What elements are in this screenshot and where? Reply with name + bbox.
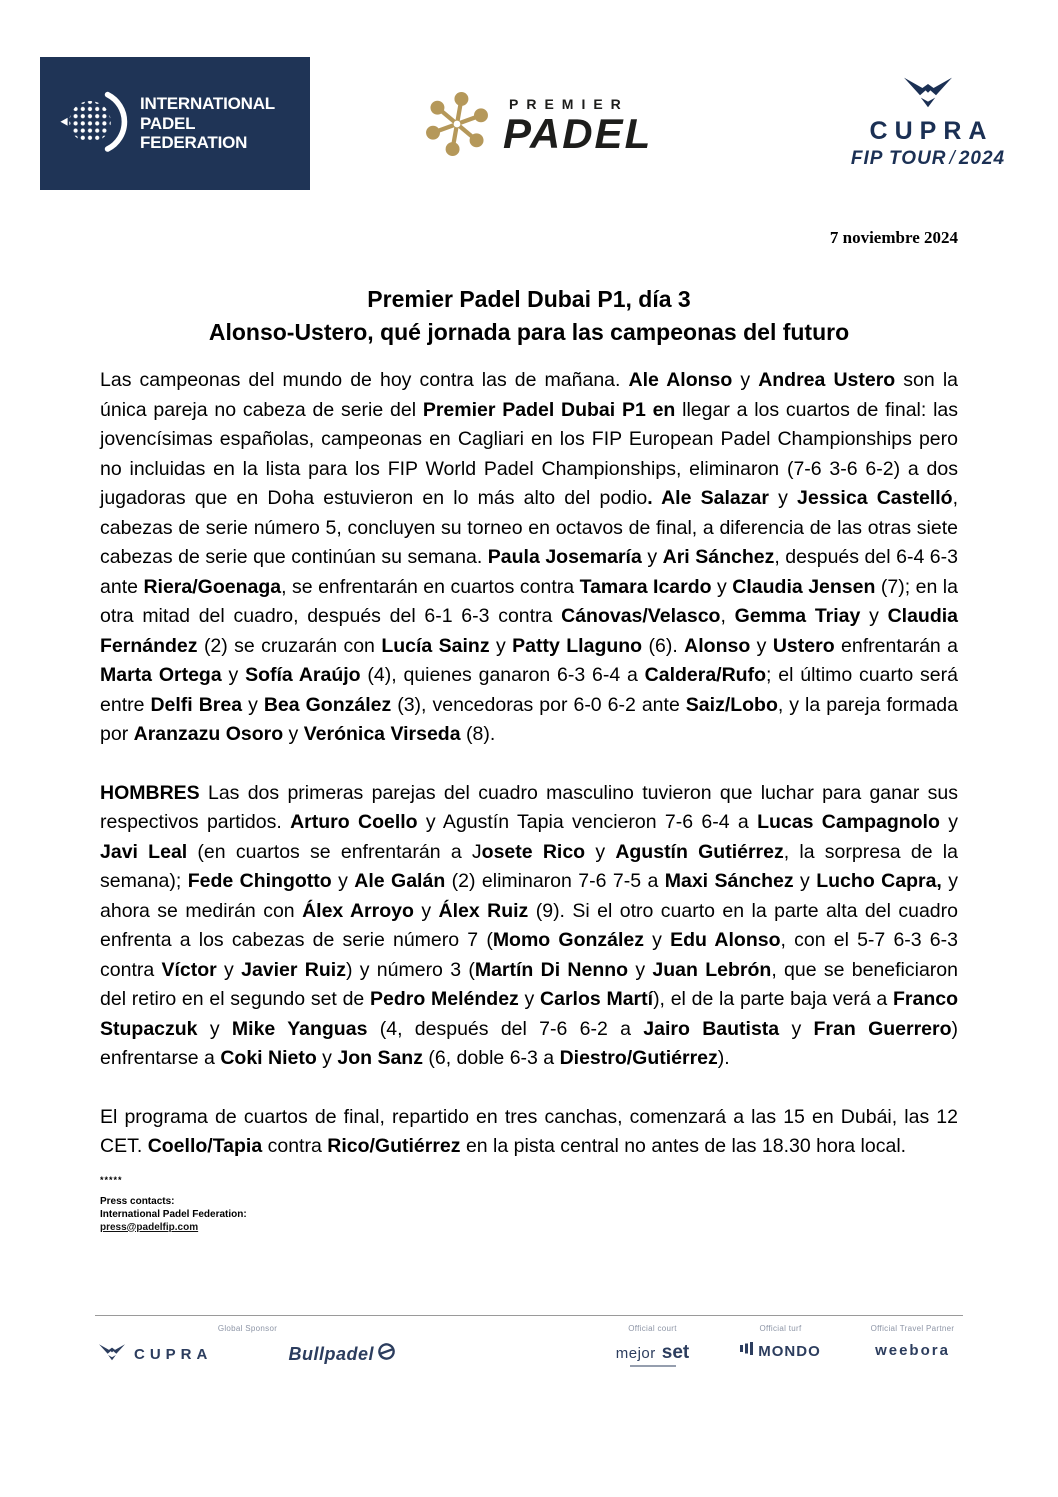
premier-wordmark-top: PREMIER xyxy=(509,95,629,112)
padel-wordmark-bottom: PADEL xyxy=(503,109,653,157)
ipf-logo xyxy=(40,57,310,190)
mejorset-wordmark-mejor: mejor xyxy=(615,1344,656,1362)
footer-bullpadel-wordmark: Bullpadel xyxy=(288,1343,374,1364)
official-court-label: Official court xyxy=(628,1324,677,1333)
cupra-fip-tour-logo xyxy=(838,76,1018,170)
footer-official-travel-group xyxy=(855,1324,970,1359)
press-release-body xyxy=(100,366,958,1234)
mejorset-underbar xyxy=(630,1365,676,1367)
official-turf-label: Official turf xyxy=(759,1324,802,1333)
footer-divider xyxy=(95,1315,963,1316)
title-line-2: Alonso-Ustero, qué jornada para las campeonas del futuro xyxy=(208,319,850,345)
fip-tour-year-text: 2024 xyxy=(958,148,1006,169)
press-contacts xyxy=(100,1195,958,1234)
cupra-wordmark: CUPRA xyxy=(869,117,994,145)
cupra-emblem-small-icon xyxy=(99,1343,125,1366)
document-date: 7 noviembre 2024 xyxy=(829,228,958,247)
footer-bullpadel-logo xyxy=(288,1342,396,1366)
press-contacts-heading: Press contacts: xyxy=(100,1195,175,1207)
separator-stars: ***** xyxy=(100,1174,123,1185)
footer-mejorset-logo xyxy=(595,1342,710,1364)
press-contacts-email-link[interactable]: press@padelfip.com xyxy=(100,1221,199,1233)
weebora-wordmark: weebora xyxy=(875,1342,950,1359)
footer-official-turf-group xyxy=(728,1324,833,1360)
fip-tour-year xyxy=(838,148,1018,170)
paragraph-schedule: El programa de cuartos de final, repartido en tres canchas, comenzará a las 15 en Dubái, las 12 CET. Coello/Tapia contra Rico/Gutiérrez en la pista central no antes de las 18.30 hora local. xyxy=(100,1105,958,1157)
bullpadel-ball-icon xyxy=(377,1342,396,1366)
footer-official-court-group xyxy=(595,1324,710,1367)
press-contacts-org: International Padel Federation: xyxy=(100,1208,247,1220)
ipf-line-3: FEDERATION xyxy=(140,133,248,153)
footer-global-sponsor-group xyxy=(95,1324,400,1366)
official-travel-partner-label: Official Travel Partner xyxy=(870,1324,955,1333)
ipf-logo-text xyxy=(140,94,275,153)
footer-cupra-logo xyxy=(99,1343,212,1366)
page-title xyxy=(0,283,1058,349)
ipf-line-2: PADEL xyxy=(140,113,196,133)
ipf-line-1: INTERNATIONAL xyxy=(140,94,275,114)
fip-tour-slash: / xyxy=(949,148,956,169)
fip-tour-text: FIP TOUR xyxy=(850,148,947,169)
footer-mondo-logo xyxy=(728,1342,833,1360)
premier-padel-logo xyxy=(423,82,652,171)
mondo-wordmark: MONDO xyxy=(758,1342,821,1360)
ipf-ball-icon xyxy=(58,75,130,172)
cupra-emblem-icon xyxy=(838,76,1018,113)
paragraph-women: Las campeonas del mundo de hoy contra las de mañana. Ale Alonso y Andrea Ustero son la única pareja no cabeza de serie del Premier Padel Dubai P1 en llegar a los cuartos de final: las jovencísimas españolas, campeonas en Cagliari en los FIP European Padel Championships pero no incluidas en la lista para los FIP World Padel Championships, eliminaron (7-6 3-6 6-2) a dos jugadoras que en Doha estuvieron en lo más alto del podio. Ale Salazar y Jessica Castelló, cabezas de serie número 5, concluyen su torneo en octavos de final, a diferencia de las otras siete cabezas de serie que continúan su semana. Paula Josemaría y Ari Sánchez, después del 6-4 6-3 ante Riera/Goenaga, se enfrentarán en cuartos contra Tamara Icardo y Claudia Jensen (7); en la otra mitad del cuadro, después del 6-1 6-3 contra Cánovas/Velasco, Gemma Triay y Claudia Fernández (2) se cruzarán con Lucía Sainz y Patty Llaguno (6). Alonso y Ustero enfrentarán a Marta Ortega y Sofía Araújo (4), quienes ganaron 6-3 6-4 a Caldera/Rufo; el último cuarto será entre Delfi Brea y Bea González (3), vencedoras por 6-0 6-2 ante Saiz/Lobo, y la pareja formada por Aranzazu Osoro y Verónica Virseda (8). xyxy=(100,369,959,745)
global-sponsor-label: Global Sponsor xyxy=(217,1324,278,1333)
title-line-1: Premier Padel Dubai P1, día 3 xyxy=(367,286,691,312)
mondo-bars-icon xyxy=(740,1342,754,1360)
paragraph-men: HOMBRES Las dos primeras parejas del cuadro masculino tuvieron que luchar para ganar sus respectivos partidos. Arturo Coello y Agustín Tapia vencieron 7-6 6-4 a Lucas Campagnolo y Javi Leal (en cuartos se enfrentarán a Josete Rico y Agustín Gutiérrez, la sorpresa de la semana); Fede Chingotto y Ale Galán (2) eliminaron 7-6 7-5 a Maxi Sánchez y Lucho Capra, y ahora se medirán con Álex Arroyo y Álex Ruiz (9). Si el otro cuarto en la parte alta del cuadro enfrenta a los cabezas de serie número 7 (Momo González y Edu Alonso, con el 5-7 6-3 6-3 contra Víctor y Javier Ruiz) y número 3 (Martín Di Nenno y Juan Lebrón, que se beneficiaron del retiro en el segundo set de Pedro Meléndez y Carlos Martí), el de la parte baja verá a Franco Stupaczuk y Mike Yanguas (4, después del 7-6 6-2 a Jairo Bautista y Fran Guerrero) enfrentarse a Coki Nieto y Jon Sanz (6, doble 6-3 a Diestro/Gutiérrez). xyxy=(100,781,959,1069)
footer-cupra-wordmark: CUPRA xyxy=(134,1345,213,1363)
mejorset-wordmark-set: set xyxy=(661,1342,690,1363)
premier-padel-flower-icon xyxy=(423,82,491,171)
premier-padel-wordmark xyxy=(503,96,652,158)
